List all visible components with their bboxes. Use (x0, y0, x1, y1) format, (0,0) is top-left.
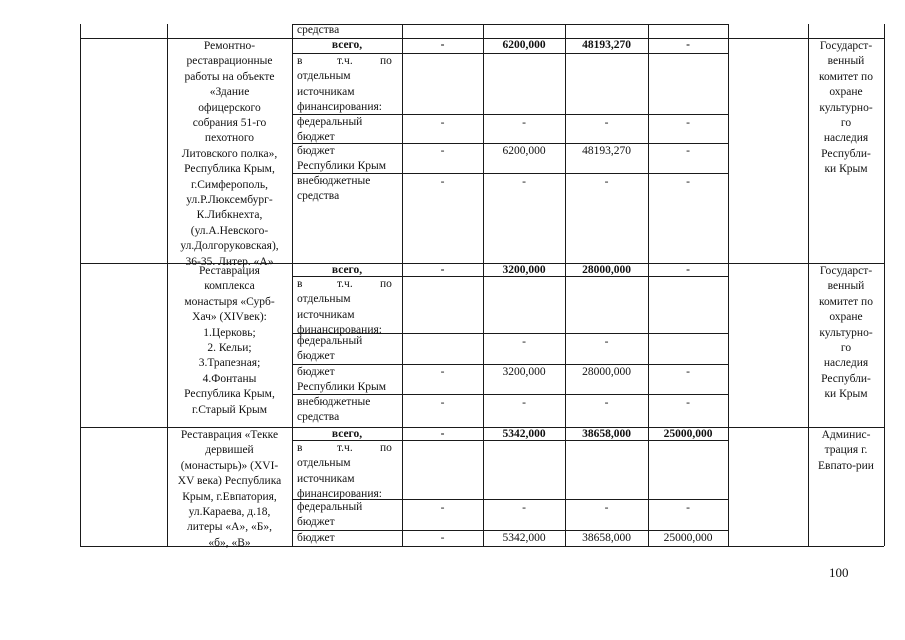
label-tch-rest: отдельным (297, 293, 351, 306)
label-tch: в (297, 55, 303, 67)
value-c1: - (440, 39, 445, 51)
executor: ки Крым (824, 388, 868, 401)
object-description: собрания 51-го (192, 117, 267, 129)
table-rule (80, 24, 81, 546)
executor: го (840, 342, 852, 354)
object-description: Реставрация «Текке (180, 429, 279, 441)
object-description: Литовского полка», (181, 147, 278, 160)
value-c1: - (440, 366, 445, 378)
value-c1: - (440, 502, 445, 514)
label-tch-rest: финансирования: (297, 488, 382, 501)
object-description: Крым, г.Евпатория, (182, 490, 277, 503)
value-c2: 3200,000 (502, 366, 546, 378)
object-description: реставрационные (186, 55, 273, 68)
object-description: г.Симферополь, (190, 178, 269, 191)
object-description: ул.Долгоруковская), (180, 240, 279, 253)
object-description: работы на объекте (184, 70, 275, 83)
value-c2: 5342,000 (502, 532, 546, 544)
value-c3: - (604, 117, 609, 129)
value-c4: - (686, 39, 690, 51)
label-federal: федеральный (297, 116, 363, 128)
label-republic: бюджет (297, 145, 335, 157)
label-federal: федеральный (297, 501, 363, 513)
label-tch-rest: источникам (297, 85, 355, 98)
value-c4: - (686, 117, 690, 129)
table-rule (884, 24, 885, 546)
value-c4: - (686, 397, 690, 409)
label-tch: в (297, 442, 303, 454)
value-c1: - (440, 145, 445, 157)
label-federal: бюджет (297, 131, 335, 144)
value-c2: 5342,000 (502, 428, 546, 440)
executor: венный (827, 55, 865, 68)
label-tch: в (297, 278, 303, 290)
executor: ки Крым (824, 163, 868, 176)
label-republic: Республики Крым (297, 381, 386, 394)
label-tch-rest: финансирования: (297, 324, 382, 337)
label-federal: бюджет (297, 350, 335, 363)
value-c3: 28000,000 (582, 366, 631, 378)
executor: наследия (823, 357, 869, 370)
value-c4: - (686, 502, 690, 514)
object-description: (монастырь)» (XVI- (180, 459, 279, 472)
label-republic: бюджет (297, 366, 335, 378)
label-tch: по (380, 55, 392, 67)
label-tch: т.ч. (337, 278, 353, 290)
value-c2: - (522, 117, 526, 129)
value-c3: 28000,000 (582, 264, 631, 276)
executor: культурно- (819, 101, 873, 114)
value-c1: - (440, 397, 445, 409)
executor: Республи- (821, 372, 871, 385)
value-c1: - (440, 264, 445, 276)
label-republic: бюджет (297, 532, 335, 544)
page-number: 100 (829, 565, 849, 580)
value-c4: 25000,000 (663, 428, 713, 440)
object-description: XV века) Республика (177, 475, 282, 488)
executor: го (840, 117, 852, 129)
object-description: Республика Крым, (184, 388, 275, 401)
executor: наследия (823, 132, 869, 145)
executor: венный (827, 280, 865, 293)
value-c1: - (440, 176, 445, 188)
executor: охране (829, 86, 863, 99)
value-c3: 48193,270 (582, 39, 631, 51)
executor: комитет по (819, 295, 873, 308)
executor: Государст- (819, 40, 873, 52)
object-description: 2. Кельи; (207, 342, 252, 354)
label-tch: по (380, 442, 392, 454)
value-c3: 48193,270 (582, 145, 631, 157)
table-rule (728, 24, 729, 546)
table-rule (292, 24, 728, 25)
object-description: «б», «В» (208, 536, 251, 549)
object-description: «Здание (209, 86, 250, 99)
label-republic: Республики Крым (297, 160, 386, 173)
object-description: офицерского (198, 101, 261, 114)
value-c2: - (522, 502, 526, 514)
table-rule (292, 24, 293, 546)
executor: охране (829, 311, 863, 324)
executor: Евпато-рии (818, 459, 874, 472)
value-c2: 3200,000 (502, 264, 546, 276)
label-tch: по (380, 278, 392, 290)
table-rule (167, 24, 168, 546)
executor: трация г. (824, 444, 868, 457)
executor: культурно- (819, 326, 873, 339)
label-continuation: средства (297, 24, 340, 36)
object-description: 36-35. Литер. «А» (185, 255, 274, 268)
label-extra-budget: средства (297, 190, 340, 203)
object-description: комплекса (204, 280, 255, 293)
value-c4: - (686, 176, 690, 188)
executor: Государст- (819, 265, 873, 277)
object-description: ул.Караева, д.18, (188, 506, 271, 518)
value-c1: - (440, 428, 445, 440)
object-description: монастыря «Сурб- (184, 295, 275, 308)
object-description: (ул.А.Невского- (190, 224, 269, 237)
label-extra-budget: внебюджетные (297, 175, 371, 187)
object-description: Ремонтно- (203, 40, 256, 52)
value-c1: - (440, 117, 445, 129)
object-description: Республика Крым, (184, 163, 275, 176)
label-federal: федеральный (297, 335, 363, 347)
table-rule (483, 24, 484, 546)
value-c1: - (440, 532, 445, 544)
value-c3: 38658,000 (582, 428, 631, 440)
value-c3: - (604, 176, 609, 188)
object-description: Реставрация (199, 265, 260, 277)
value-c2: - (522, 176, 526, 188)
executor: комитет по (819, 70, 873, 83)
value-c2: 6200,000 (502, 145, 546, 157)
label-total: всего, (331, 264, 363, 276)
label-federal: бюджет (297, 516, 335, 529)
label-extra-budget: внебюджетные (297, 396, 371, 408)
value-c3: - (604, 336, 609, 348)
object-description: К.Либкнехта, (196, 209, 263, 222)
object-description: литеры «А», «Б», (187, 521, 272, 534)
label-extra-budget: средства (297, 411, 340, 424)
executor: Республи- (821, 147, 871, 160)
label-tch: т.ч. (337, 442, 353, 454)
object-description: 1.Церковь; (203, 326, 256, 339)
value-c4: - (686, 366, 690, 378)
value-c2: - (522, 336, 526, 348)
label-tch-rest: отдельным (297, 457, 351, 470)
label-total: всего, (331, 39, 363, 51)
object-description: 3.Трапезная; (198, 357, 261, 370)
table-rule (402, 24, 403, 546)
executor: Админис- (821, 429, 871, 441)
label-tch-rest: отдельным (297, 70, 351, 83)
value-c3: 38658,000 (582, 532, 631, 544)
value-c2: - (522, 397, 526, 409)
label-tch: т.ч. (337, 55, 353, 67)
value-c2: 6200,000 (502, 39, 546, 51)
object-description: пехотного (204, 132, 255, 145)
value-c4: 25000,000 (663, 532, 713, 544)
label-tch-rest: источникам (297, 472, 355, 485)
object-description: 4.Фонтаны (202, 372, 257, 385)
value-c3: - (604, 502, 609, 514)
label-tch-rest: финансирования: (297, 101, 382, 114)
value-c4: - (686, 264, 690, 276)
object-description: Хач» (XIVвек): (192, 311, 267, 324)
object-description: ул.Р.Люксембург- (186, 194, 273, 206)
value-c4: - (686, 145, 690, 157)
object-description: дервишей (205, 444, 254, 457)
table-rule (648, 24, 649, 546)
label-tch-rest: источникам (297, 308, 355, 321)
label-total: всего, (331, 428, 363, 440)
table-rule (565, 24, 566, 546)
value-c3: - (604, 397, 609, 409)
object-description: г.Старый Крым (191, 403, 267, 416)
